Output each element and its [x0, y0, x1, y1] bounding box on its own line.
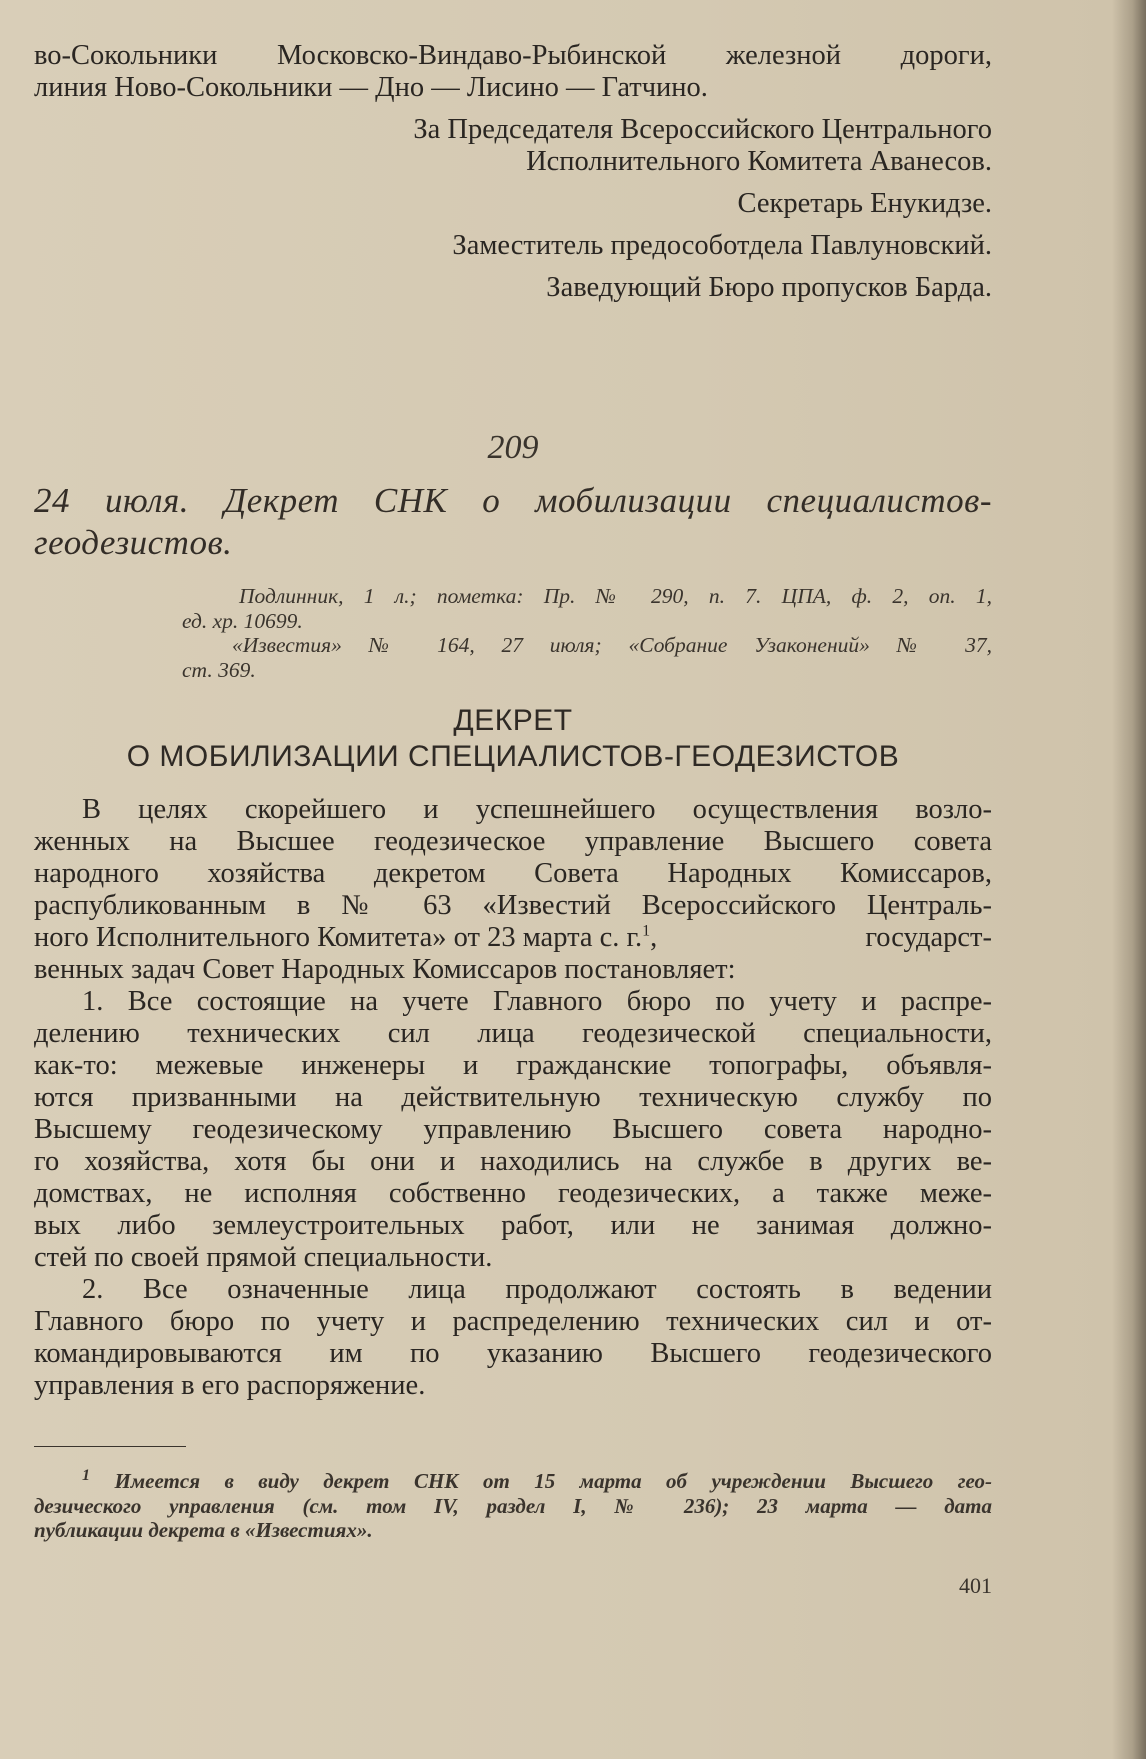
decree-title-line-2: О МОБИЛИЗАЦИИ СПЕЦИАЛИСТОВ-ГЕОДЕЗИСТОВ: [126, 740, 900, 773]
signature-chairman-line-1: За Председателя Всероссийского Центрального: [413, 114, 992, 145]
continuation-line-2: линия Ново-Сокольники — Дно — Лисино — Гатчино.: [34, 72, 708, 103]
p2-line-4: управления в его распоряжение.: [34, 1370, 426, 1401]
source-reference: [34, 584, 992, 682]
decree-title-line-1: ДЕКРЕТ: [453, 704, 573, 737]
footnote-line-2: дезического управления (см. том IV, раздел I, № 236); 23 марта — дата: [34, 1493, 992, 1518]
text-column: [34, 40, 992, 1599]
p1-line-9: стей по своей прямой специальности.: [34, 1242, 493, 1273]
source-line-2: ед. хр. 10699.: [182, 608, 303, 633]
document-heading-line-1: 24 июля. Декрет СНК о мобилизации специалистов-: [34, 481, 992, 520]
intro-line-1: В целях скорейшего и успешнейшего осуществления возло-: [82, 794, 992, 825]
document-number: 209: [487, 429, 539, 466]
intro-paragraph: [34, 794, 992, 986]
document-heading-line-2: геодезистов.: [34, 523, 233, 562]
signature-bureau-head: Заведующий Бюро пропусков Барда.: [546, 272, 992, 303]
footnote-reference: 1: [642, 922, 651, 940]
signature-deputy: Заместитель предособотдела Павлуновский.: [452, 230, 992, 261]
p1-line-3: как-то: межевые инженеры и гражданские топографы, объявля-: [34, 1050, 992, 1081]
p2-line-1: 2. Все означенные лица продолжают состоять в ведении: [82, 1274, 992, 1305]
p2-line-3: командировываются им по указанию Высшего геодезического: [34, 1338, 992, 1369]
intro-line-3: народного хозяйства декретом Совета Народных Комиссаров,: [34, 858, 992, 889]
footnote-line-1: $^1$ Имеется в виду декрет СНК от 15 марта об учреждении Высшего гео-: [82, 1467, 993, 1493]
p2-line-2: Главного бюро по учету и распределению технических сил и от-: [34, 1306, 992, 1337]
continuation-line-1: во-Сокольники Московско-Виндаво-Рыбинской железной дороги,: [34, 40, 992, 71]
p1-line-5: Высшему геодезическому управлению Высшего совета народно-: [34, 1114, 992, 1145]
intro-line-5-tail: государст-: [865, 922, 992, 953]
intro-line-5-text: ного Исполнительного Комитета» от 23 марта с. г.$^1$,: [34, 922, 658, 953]
signature-secretary: Секретарь Енукидзе.: [737, 188, 992, 219]
footnote-divider: [34, 1446, 186, 1447]
source-line-3: «Известия» № 164, 27 июля; «Собрание Узаконений» № 37,: [232, 633, 992, 657]
decree-title: [34, 704, 992, 774]
p1-line-2: делению технических сил лица геодезической специальности,: [34, 1018, 992, 1049]
source-line-1: Подлинник, 1 л.; пометка: Пр. № 290, п. 7. ЦПА, ф. 2, оп. 1,: [239, 584, 992, 608]
intro-line-4: распубликованным в № 63 «Известий Всероссийского Централь-: [34, 890, 992, 921]
page-edge-shadow: [1112, 0, 1146, 1759]
p1-line-4: ются призванными на действительную техническую службу по: [34, 1082, 992, 1113]
signatures-block: [34, 114, 992, 304]
p1-line-8: вых либо землеустроительных работ, или не занимая должно-: [34, 1210, 992, 1241]
paragraph-1: [34, 986, 992, 1274]
p1-line-1: 1. Все состоящие на учете Главного бюро по учету и распре-: [82, 986, 992, 1017]
source-line-4: ст. 369.: [182, 657, 256, 682]
document-heading: [34, 480, 992, 564]
paragraph-2: [34, 1274, 992, 1402]
footnote: [34, 1469, 992, 1543]
decree-body: [34, 794, 992, 1402]
intro-line-2: женных на Высшее геодезическое управление Высшего совета: [34, 826, 992, 857]
intro-line-5: [34, 922, 992, 954]
p1-line-6: го хозяйства, хотя бы они и находились на службе в других ве-: [34, 1146, 992, 1177]
p1-line-7: домствах, не исполняя собственно геодезических, а также меже-: [34, 1178, 992, 1209]
continuation-text: [34, 40, 992, 104]
footnote-mark: 1: [82, 1467, 90, 1484]
footnote-line-3: публикации декрета в «Известиях».: [34, 1518, 373, 1542]
intro-line-6: венных задач Совет Народных Комиссаров постановляет:: [34, 954, 736, 985]
page-number: 401: [959, 1572, 992, 1598]
signature-chairman-line-2: Исполнительного Комитета Аванесов.: [526, 146, 992, 177]
